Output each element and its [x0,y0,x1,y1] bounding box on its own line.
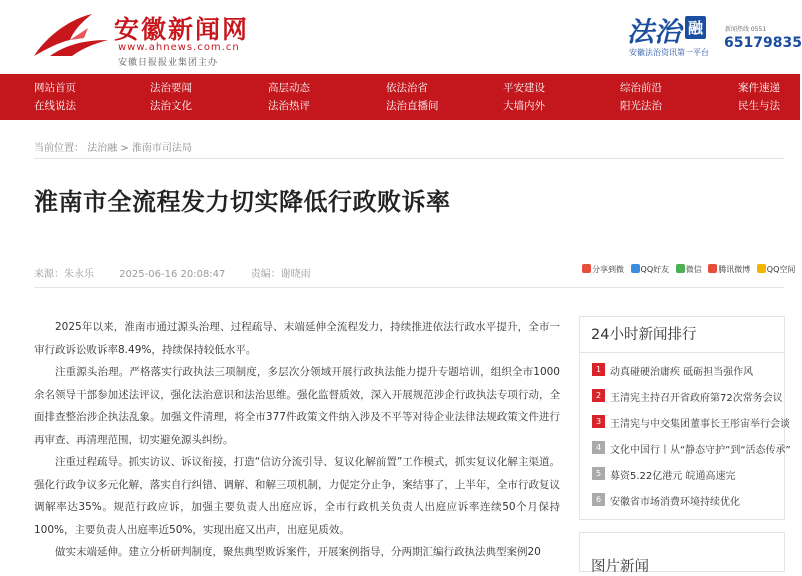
share-qq[interactable] [631,264,670,275]
nav-item-law-culture[interactable]: 法治文化 [150,100,192,112]
ranking-item[interactable] [592,363,782,379]
article-title: 淮南市全流程发力切实降低行政败诉率 [34,188,451,216]
article-source: 来源：朱永乐 [34,269,94,280]
ahnews-logo-icon [30,10,110,60]
fzr-slogan: 安徽法治资讯第一平台 [629,48,709,57]
tencent-weibo-icon [708,264,717,273]
share-wechat[interactable] [676,264,702,275]
article-paragraph: 做实末端延伸。建立分析研判制度，聚焦典型败诉案件，开展案例指导，分两期汇编行政执法典型案例20 [55,546,541,558]
logo-subtitle: 安徽日报报业集团主办 [118,58,219,68]
share-weibo-label: 分享到微 [592,265,624,274]
ranking-text: 王清宪与中交集团董事长王彤宙举行会谈 [610,419,790,430]
hotline-label: 新闻热线 0551 [725,26,767,33]
ranking-item[interactable] [592,441,791,457]
article-meta [34,265,333,280]
share-wechat-label: 微信 [685,265,702,274]
ranking-number: 1 [592,363,605,376]
article-paragraph: 注重过程疏导。抓实访议、诉议衔接，打造“信访分流引导、复议化解前置”工作模式，抓实复议化解主渠道。强化行政争议多元化解，落实自行纠错、调解、和解三项机制，力促定分止争，案结事了，上半年，全市行政复议调解率达35%。规范行政应诉，加强主要负责人出庭应诉，全市行政机关负责人出庭应诉率连续50个月保持100%，主要负责人出庭率近50%，实现出庭又出声，出庭见质效。 [34,456,560,536]
share-qzone[interactable] [757,264,796,275]
nav-item-home[interactable]: 网站首页 [34,82,76,94]
nav-item-frontier[interactable]: 综治前沿 [620,82,662,94]
ranking-number: 2 [592,389,605,402]
nav-item-law-news[interactable]: 法治要闻 [150,82,192,94]
divider [580,352,784,353]
qq-icon [631,264,640,273]
ranking-number: 5 [592,467,605,480]
weibo-icon [582,264,591,273]
nav-item-sunshine[interactable]: 阳光法治 [620,100,662,112]
ranking-number: 3 [592,415,605,428]
breadcrumb-prefix: 当前位置： [34,143,84,154]
news-ranking-panel [579,316,791,520]
ranking-title: 24小时新闻排行 [591,327,697,343]
nav-item-commentary[interactable]: 法治热评 [268,100,310,112]
breadcrumb-item-fzr[interactable]: 法治融 [87,143,118,154]
nav-item-rule-province[interactable]: 依法治省 [386,82,428,94]
logo-url: www.ahnews.com.cn [118,42,240,53]
share-bar [582,264,799,275]
ranking-item[interactable] [592,493,782,509]
wechat-icon [676,264,685,273]
ranking-item[interactable] [592,415,790,431]
share-tencent-weibo[interactable] [708,264,750,275]
article-paragraph: 注重源头治理。严格落实行政执法三项制度，多层次分领域开展行政执法能力提升专题培训，组织全市1000余名领导干部参加述法评议，强化法治意识和法治思维。强化监督质效，深入开展规范涉企行政执法专项行动，全面排查整治涉企执法乱象。加强文件清理，将全市377件政策文件纳入涉及不平等对待企业法律法规政策文件进行再审查、再清理范围，切实避免源头纠纷。 [34,366,560,446]
photo-news-panel [579,532,785,575]
breadcrumb-separator: > [120,143,132,154]
main-nav [0,74,800,120]
article-datetime: 2025-06-16 20:08:47 [119,269,226,280]
photo-news-title: 图片新闻 [591,559,649,575]
nav-item-livelihood[interactable]: 民生与法 [738,100,780,112]
fzr-badge: 融 [685,16,706,39]
fazhirong-logo[interactable] [625,10,802,66]
ranking-text: 文化中国行丨从“静态守护”到“活态传承” [610,445,791,456]
article-paragraph: 2025年以来，淮南市通过源头治理、过程疏导、末端延伸全流程发力，持续推进依法行政水平提升，全市一审行政诉讼败诉率8.49%，持续保持较低水平。 [34,321,560,356]
nav-item-online-law[interactable]: 在线说法 [34,100,76,112]
fzr-title: 法治 [627,17,681,48]
ranking-number: 4 [592,441,605,454]
divider [34,287,784,288]
divider [34,158,784,159]
site-header [0,0,800,74]
ranking-item[interactable] [592,467,782,483]
share-tencent-weibo-label: 腾讯微博 [718,265,751,274]
share-weibo[interactable] [582,264,624,275]
nav-item-high-level[interactable]: 高层动态 [268,82,310,94]
ahnews-logo[interactable] [30,6,260,66]
nav-item-safety[interactable]: 平安建设 [503,82,545,94]
nav-item-live[interactable]: 法治直播间 [386,100,439,112]
share-qq-label: QQ好友 [640,265,670,274]
qzone-icon [757,264,766,273]
breadcrumb [34,139,192,154]
article-body [34,316,560,564]
nav-item-prison[interactable]: 大墙内外 [503,100,545,112]
nav-item-cases[interactable]: 案件速递 [738,82,780,94]
hotline-number: 65179835 [724,35,802,51]
ranking-text: 动真碰硬治庸疾 砥砺担当强作风 [610,367,754,378]
ranking-text: 王清宪主持召开省政府第72次常务会议 [610,393,783,404]
ranking-text: 安徽省市场消费环境持续优化 [610,497,740,508]
ranking-text: 募资5.22亿港元 皖通高速完 [610,471,736,482]
breadcrumb-item-bureau[interactable]: 淮南市司法局 [131,143,192,154]
logo-text: 安徽新闻网 [114,15,250,44]
share-qzone-label: QQ空间 [766,265,796,274]
ranking-number: 6 [592,493,605,506]
article-editor: 责编：谢晓雨 [250,269,311,280]
ranking-item[interactable] [592,389,782,405]
